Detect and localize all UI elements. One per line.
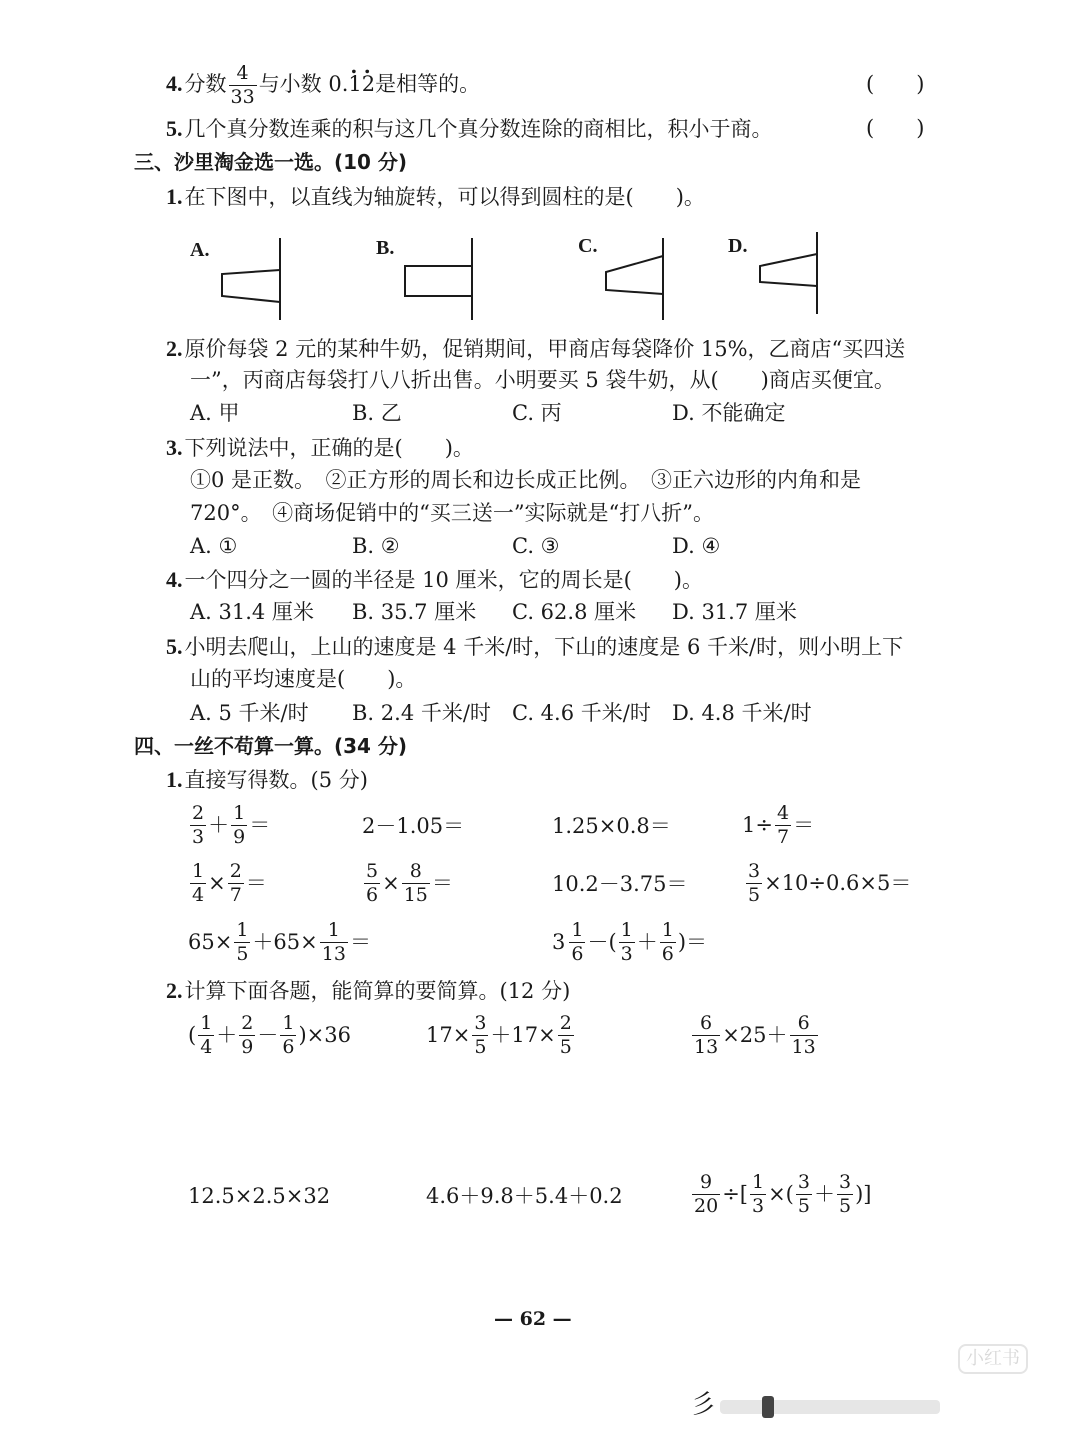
question-line: 720°。 ④商场促销中的“买三送一”实际就是“打八折”。 xyxy=(190,501,715,525)
page-number: — 62 — xyxy=(494,1308,572,1330)
choice-question-1: 1.在下图中，以直线为轴旋转，可以得到圆柱的是( )。 xyxy=(166,184,705,209)
fraction: $\frac{4}{33}$ xyxy=(230,62,255,108)
choice-question-4: 4.一个四分之一圆的半径是 10 厘米，它的周长是( )。 xyxy=(166,567,703,592)
option-a[interactable]: A. 甲 xyxy=(190,401,240,425)
figure-d-trapezoid xyxy=(760,232,817,314)
question-line: ①0 是正数。 ②正方形的周长和边长成正比例。 ③正六边形的内角和是 xyxy=(190,468,862,492)
expression: 3 $\frac{1}{6}$ －( $\frac{1}{3}$ ＋ $\frac{1}{6}$ )＝ xyxy=(552,919,708,965)
option-c[interactable]: C. ③ xyxy=(512,534,560,558)
figure-c-trapezoid xyxy=(606,238,663,320)
expression: 17× $\frac{3}{5}$ ＋17× $\frac{2}{5}$ xyxy=(426,1012,572,1058)
expression: $\frac{2}{3}$ ＋ $\frac{1}{9}$ ＝ xyxy=(192,802,271,848)
option-a[interactable]: A. 31.4 厘米 xyxy=(190,600,314,624)
watermark-logo: 小红书 xyxy=(958,1344,1028,1374)
choice-question-5: 5.小明去爬山，上山的速度是 4 千米/时，下山的速度是 6 千米/时，则小明上下 xyxy=(166,634,904,659)
repeating-digit: . 2 xyxy=(362,74,375,95)
answer-blank[interactable]: ( ) xyxy=(866,116,925,140)
expression: 1.25×0.8＝ xyxy=(552,814,671,838)
choice-question-3: 3.下列说法中，正确的是( )。 xyxy=(166,435,474,460)
expression: ( $\frac{1}{4}$ ＋ $\frac{2}{9}$ － $\frac{1}{6}$ )×36 xyxy=(188,1012,351,1058)
scrollbar-thumb[interactable] xyxy=(762,1396,774,1418)
expression: $\frac{1}{4}$ × $\frac{2}{7}$ ＝ xyxy=(192,860,267,906)
question-line: 一”，丙商店每袋打八八折出售。小明要买 5 袋牛奶，从( )商店买便宜。 xyxy=(190,368,895,392)
expression: 10.2－3.75＝ xyxy=(552,872,688,896)
expression: $\frac{3}{5}$ ×10÷0.6×5＝ xyxy=(748,860,912,906)
calc-question-1: 1.直接写得数。(5 分) xyxy=(166,767,368,792)
rotation-figures xyxy=(0,228,1080,328)
section-title: 四、一丝不苟算一算。(34 分) xyxy=(134,734,408,758)
option-c[interactable]: C. 丙 xyxy=(512,401,562,425)
item-number: 4. xyxy=(166,71,183,96)
tf-item-4: 4.分数 $\frac{4}{33}$ 与小数 0.. 1. 2是相等的。 xyxy=(166,64,480,107)
expression: 1÷ $\frac{4}{7}$ ＝ xyxy=(742,802,815,848)
item-number: 5. xyxy=(166,116,183,141)
expression: 65× $\frac{1}{5}$ ＋65× $\frac{1}{13}$ ＝ xyxy=(188,919,371,965)
option-d[interactable]: D. 31.7 厘米 xyxy=(672,600,797,624)
calc-question-2: 2.计算下面各题，能简算的要简算。(12 分) xyxy=(166,978,571,1003)
question-line: 山的平均速度是( )。 xyxy=(190,667,417,691)
option-d[interactable]: D. 不能确定 xyxy=(672,401,786,425)
option-d[interactable]: D. 4.8 千米/时 xyxy=(672,701,812,725)
partial-character: 彡 xyxy=(690,1390,717,1420)
expression: 4.6＋9.8＋5.4＋0.2 xyxy=(426,1184,623,1208)
answer-blank[interactable]: ( ) xyxy=(866,72,925,96)
figure-label-d: D. xyxy=(728,235,748,257)
option-b[interactable]: B. 乙 xyxy=(352,401,402,425)
option-b[interactable]: B. 2.4 千米/时 xyxy=(352,701,491,725)
choice-question-2: 2.原价每袋 2 元的某种牛奶，促销期间，甲商店每袋降价 15%，乙商店“买四送 xyxy=(166,336,906,361)
horizontal-scrollbar[interactable] xyxy=(720,1400,940,1414)
expression: $\frac{5}{6}$ × $\frac{8}{15}$ ＝ xyxy=(366,860,453,906)
option-a[interactable]: A. ① xyxy=(190,534,238,558)
repeating-digit: . 1 xyxy=(348,74,361,95)
item-text: 几个真分数连乘的积与这几个真分数连除的商相比，积小于商。 xyxy=(184,117,773,141)
expression: $\frac{6}{13}$ ×25＋ $\frac{6}{13}$ xyxy=(694,1012,816,1058)
option-a[interactable]: A. 5 千米/时 xyxy=(190,701,309,725)
option-c[interactable]: C. 62.8 厘米 xyxy=(512,600,637,624)
section-title: 三、沙里淘金选一选。(10 分) xyxy=(134,150,408,174)
option-d[interactable]: D. ④ xyxy=(672,534,721,558)
expression: 12.5×2.5×32 xyxy=(188,1184,331,1208)
option-b[interactable]: B. 35.7 厘米 xyxy=(352,600,477,624)
figure-label-b: B. xyxy=(376,237,395,259)
tf-item-5 xyxy=(166,118,773,140)
figure-label-a: A. xyxy=(190,239,210,261)
item-text: 分数 xyxy=(184,72,227,96)
figure-label-c: C. xyxy=(578,235,598,257)
expression: 2－1.05＝ xyxy=(362,814,465,838)
expression: $\frac{9}{20}$ ÷[ $\frac{1}{3}$ ×( $\frac{3}{5}$ ＋ $\frac{3}{5}$ )] xyxy=(694,1171,872,1217)
figure-a-trapezoid xyxy=(222,238,280,320)
option-c[interactable]: C. 4.6 千米/时 xyxy=(512,701,651,725)
option-b[interactable]: B. ② xyxy=(352,534,400,558)
figure-b-rectangle xyxy=(405,238,472,320)
